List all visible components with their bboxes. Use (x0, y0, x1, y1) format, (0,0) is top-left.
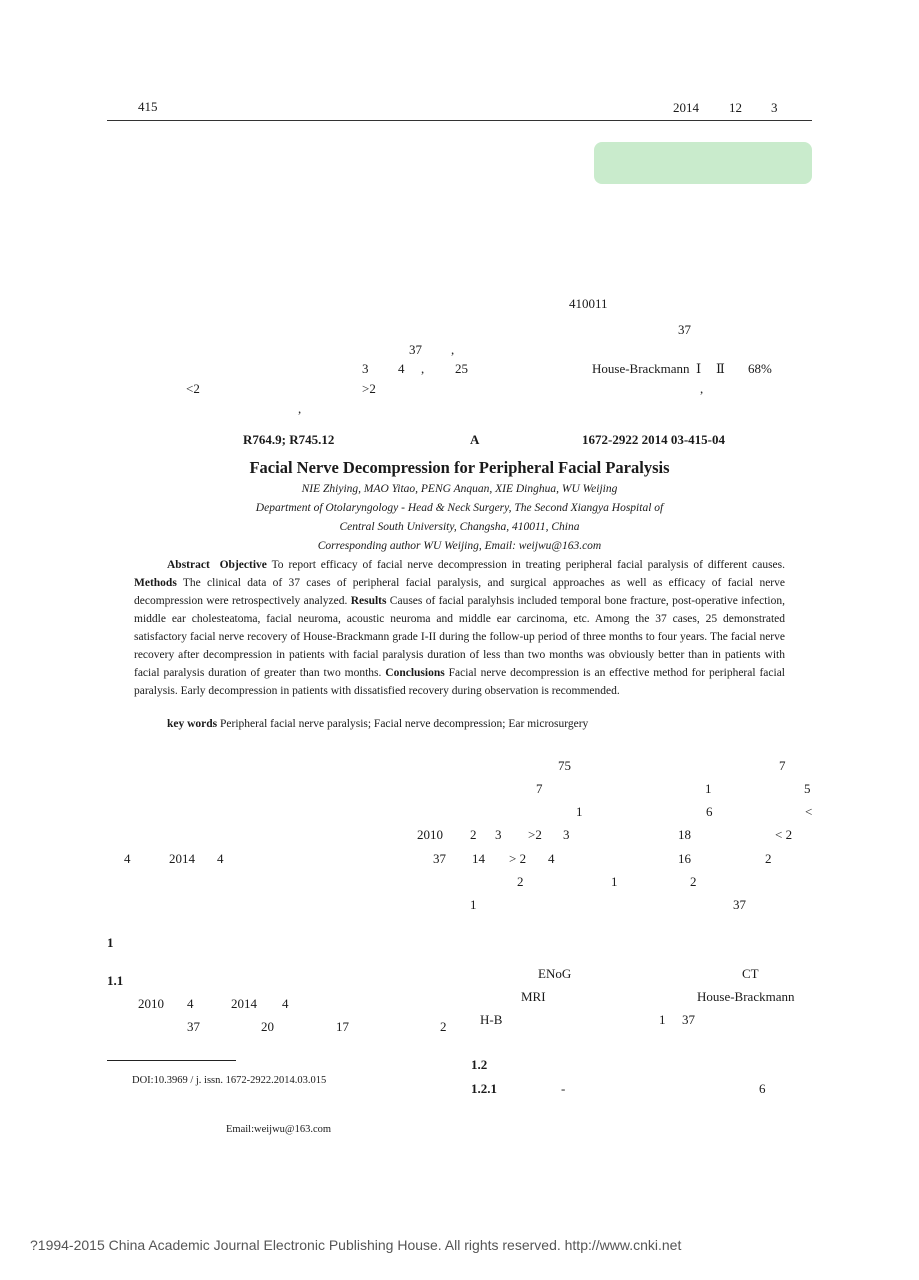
header-year: 2014 (673, 100, 699, 115)
cn-comma-1: , (451, 342, 455, 357)
right-7b: 7 (536, 781, 543, 796)
right-lt2: < 2 (775, 827, 793, 842)
document-code: A (470, 432, 480, 447)
cn-lt2: <2 (186, 381, 200, 396)
section-1-2-heading: 1.2 (471, 1057, 488, 1072)
header-volume: 12 (729, 100, 742, 115)
right-18: 18 (678, 827, 691, 842)
right-1c: 1 (611, 874, 618, 889)
right-gt2b: > 2 (509, 851, 527, 866)
english-affiliation-2: Central South University, Changsha, 410011, China (339, 521, 580, 533)
left-year-2010: 2010 (138, 996, 164, 1011)
results-label: Results (350, 595, 387, 607)
cn-percent: 68% (748, 361, 772, 376)
english-affiliation-1: Department of Otolaryngology - Head & Neck Surgery, The Second Xiangya Hospital of (255, 502, 664, 514)
right-dash: - (561, 1081, 566, 1096)
cn-hb-scale: House-Brackmann (592, 361, 690, 376)
left-year-2014: 2014 (169, 851, 195, 866)
right-6b: 6 (759, 1081, 766, 1096)
right-3a: 3 (495, 827, 502, 842)
right-4: 4 (548, 851, 555, 866)
right-16: 16 (678, 851, 691, 866)
right-7a: 7 (779, 758, 786, 773)
cn-grade-1: Ⅰ (696, 361, 702, 376)
left-num-4b: 4 (217, 851, 224, 866)
conclusions-text: Facial nerve decompression is an effective method for peripheral facial paralysis. Early decompression in patients with dissatisfied recovery during observation is recommended. (134, 667, 785, 697)
keywords (167, 718, 588, 730)
cn-num-4: 4 (398, 361, 405, 376)
english-authors: NIE Zhiying, MAO Yitao, PENG Anquan, XIE Dinghua, WU Weijing (301, 483, 618, 495)
header-issue: 3 (771, 100, 778, 115)
footnote-rule (107, 1060, 236, 1061)
cn-num-3: 3 (362, 361, 369, 376)
results-text: Causes of facial paralyhsis included temporal bone fracture, post-operative infection, middle ear cholesteatoma, facial neuroma, acoustic neuroma and middle ear carcinoma, etc. Among the 37 cases, 25 demonstrated satisfactory facial nerve recovery of House-Brackmann grade I-II during the follow-up period of three months to four years. The facial nerve recovery after decompression in patients with facial paralysis duration of less than two months was obviously better than in patients with facial paralysis duration of greater than two months. (134, 595, 785, 679)
cn-comma-4: , (298, 401, 302, 416)
left-month-4b: 4 (282, 996, 289, 1011)
right-6: 6 (706, 804, 713, 819)
page-number: 415 (138, 99, 158, 114)
right-14: 14 (472, 851, 485, 866)
english-abstract (134, 556, 785, 700)
english-title: Facial Nerve Decompression for Peripheral Facial Paralysis (249, 458, 670, 477)
right-2a: 2 (470, 827, 477, 842)
conclusions-label: Conclusions (385, 667, 445, 679)
right-37a: 37 (433, 851, 446, 866)
right-37b: 37 (733, 897, 746, 912)
section-1-1-heading: 1.1 (107, 973, 124, 988)
clc-number: R764.9; R745.12 (243, 432, 335, 447)
objective-label: Objective (219, 559, 267, 571)
right-1a: 1 (705, 781, 712, 796)
copyright-notice: ?1994-2015 China Academic Journal Electronic Publishing House. All rights reserved. http://www.cnki.net (30, 1237, 682, 1253)
doi-footnote: DOI:10.3969 / j. issn. 1672-2922.2014.03.015 (132, 1075, 327, 1086)
right-hb: House-Brackmann (697, 989, 795, 1004)
left-month-4: 4 (187, 996, 194, 1011)
left-count-37: 37 (187, 1019, 200, 1034)
cn-count-2: 37 (409, 342, 422, 357)
cn-num-25: 25 (455, 361, 468, 376)
left-count-20: 20 (261, 1019, 274, 1034)
right-1d: 1 (470, 897, 477, 912)
right-2e: 2 (440, 1019, 447, 1034)
cn-comma-3: , (700, 381, 704, 396)
cn-comma-2: , (421, 361, 425, 376)
methods-text: The clinical data of 37 cases of peripheral facial paralysis, and surgical approaches as well as efficacy of facial nerve decompression were retrospectively analyzed. (134, 577, 785, 607)
cn-grade-2: Ⅱ (716, 361, 725, 376)
cn-gt2: >2 (362, 381, 376, 396)
right-2d: 2 (690, 874, 697, 889)
left-count-17: 17 (336, 1019, 349, 1034)
right-2c: 2 (517, 874, 524, 889)
right-ct: CT (742, 966, 759, 981)
abstract-label: Abstract (167, 559, 210, 571)
english-corresponding: Corresponding author WU Weijing, Email: weijwu@163.com (317, 540, 602, 552)
right-1e: 1 (659, 1012, 666, 1027)
header-rule (107, 120, 812, 121)
right-5: 5 (804, 781, 811, 796)
right-mri: MRI (521, 989, 546, 1004)
right-gt2a: >2 (528, 827, 542, 842)
cn-count-1: 37 (678, 322, 691, 337)
right-enog: ENoG (538, 966, 572, 981)
left-year-2014b: 2014 (231, 996, 257, 1011)
right-2010: 2010 (417, 827, 443, 842)
objective-text: To report efficacy of facial nerve decompression in treating peripheral facial paralysis of different causes. (266, 559, 786, 571)
right-3b: 3 (563, 827, 570, 842)
right-hb-short: H-B (480, 1012, 503, 1027)
section-1-2-1-heading: 1.2.1 (471, 1081, 497, 1096)
keywords-text: Peripheral facial nerve paralysis; Facial nerve decompression; Ear microsurgery (217, 718, 589, 730)
methods-label: Methods (134, 577, 177, 589)
left-num-4: 4 (124, 851, 131, 866)
right-2b: 2 (765, 851, 772, 866)
email-footnote: Email:weijwu@163.com (226, 1124, 332, 1135)
postcode: 410011 (569, 296, 608, 311)
right-lt: < (805, 804, 813, 819)
article-number: 1672-2922 2014 03-415-04 (582, 432, 725, 447)
right-75: 75 (558, 758, 571, 773)
right-37c: 37 (682, 1012, 695, 1027)
right-1b: 1 (576, 804, 583, 819)
highlight-box (594, 142, 812, 184)
keywords-label: key words (167, 718, 218, 730)
section-1-heading: 1 (107, 935, 114, 950)
